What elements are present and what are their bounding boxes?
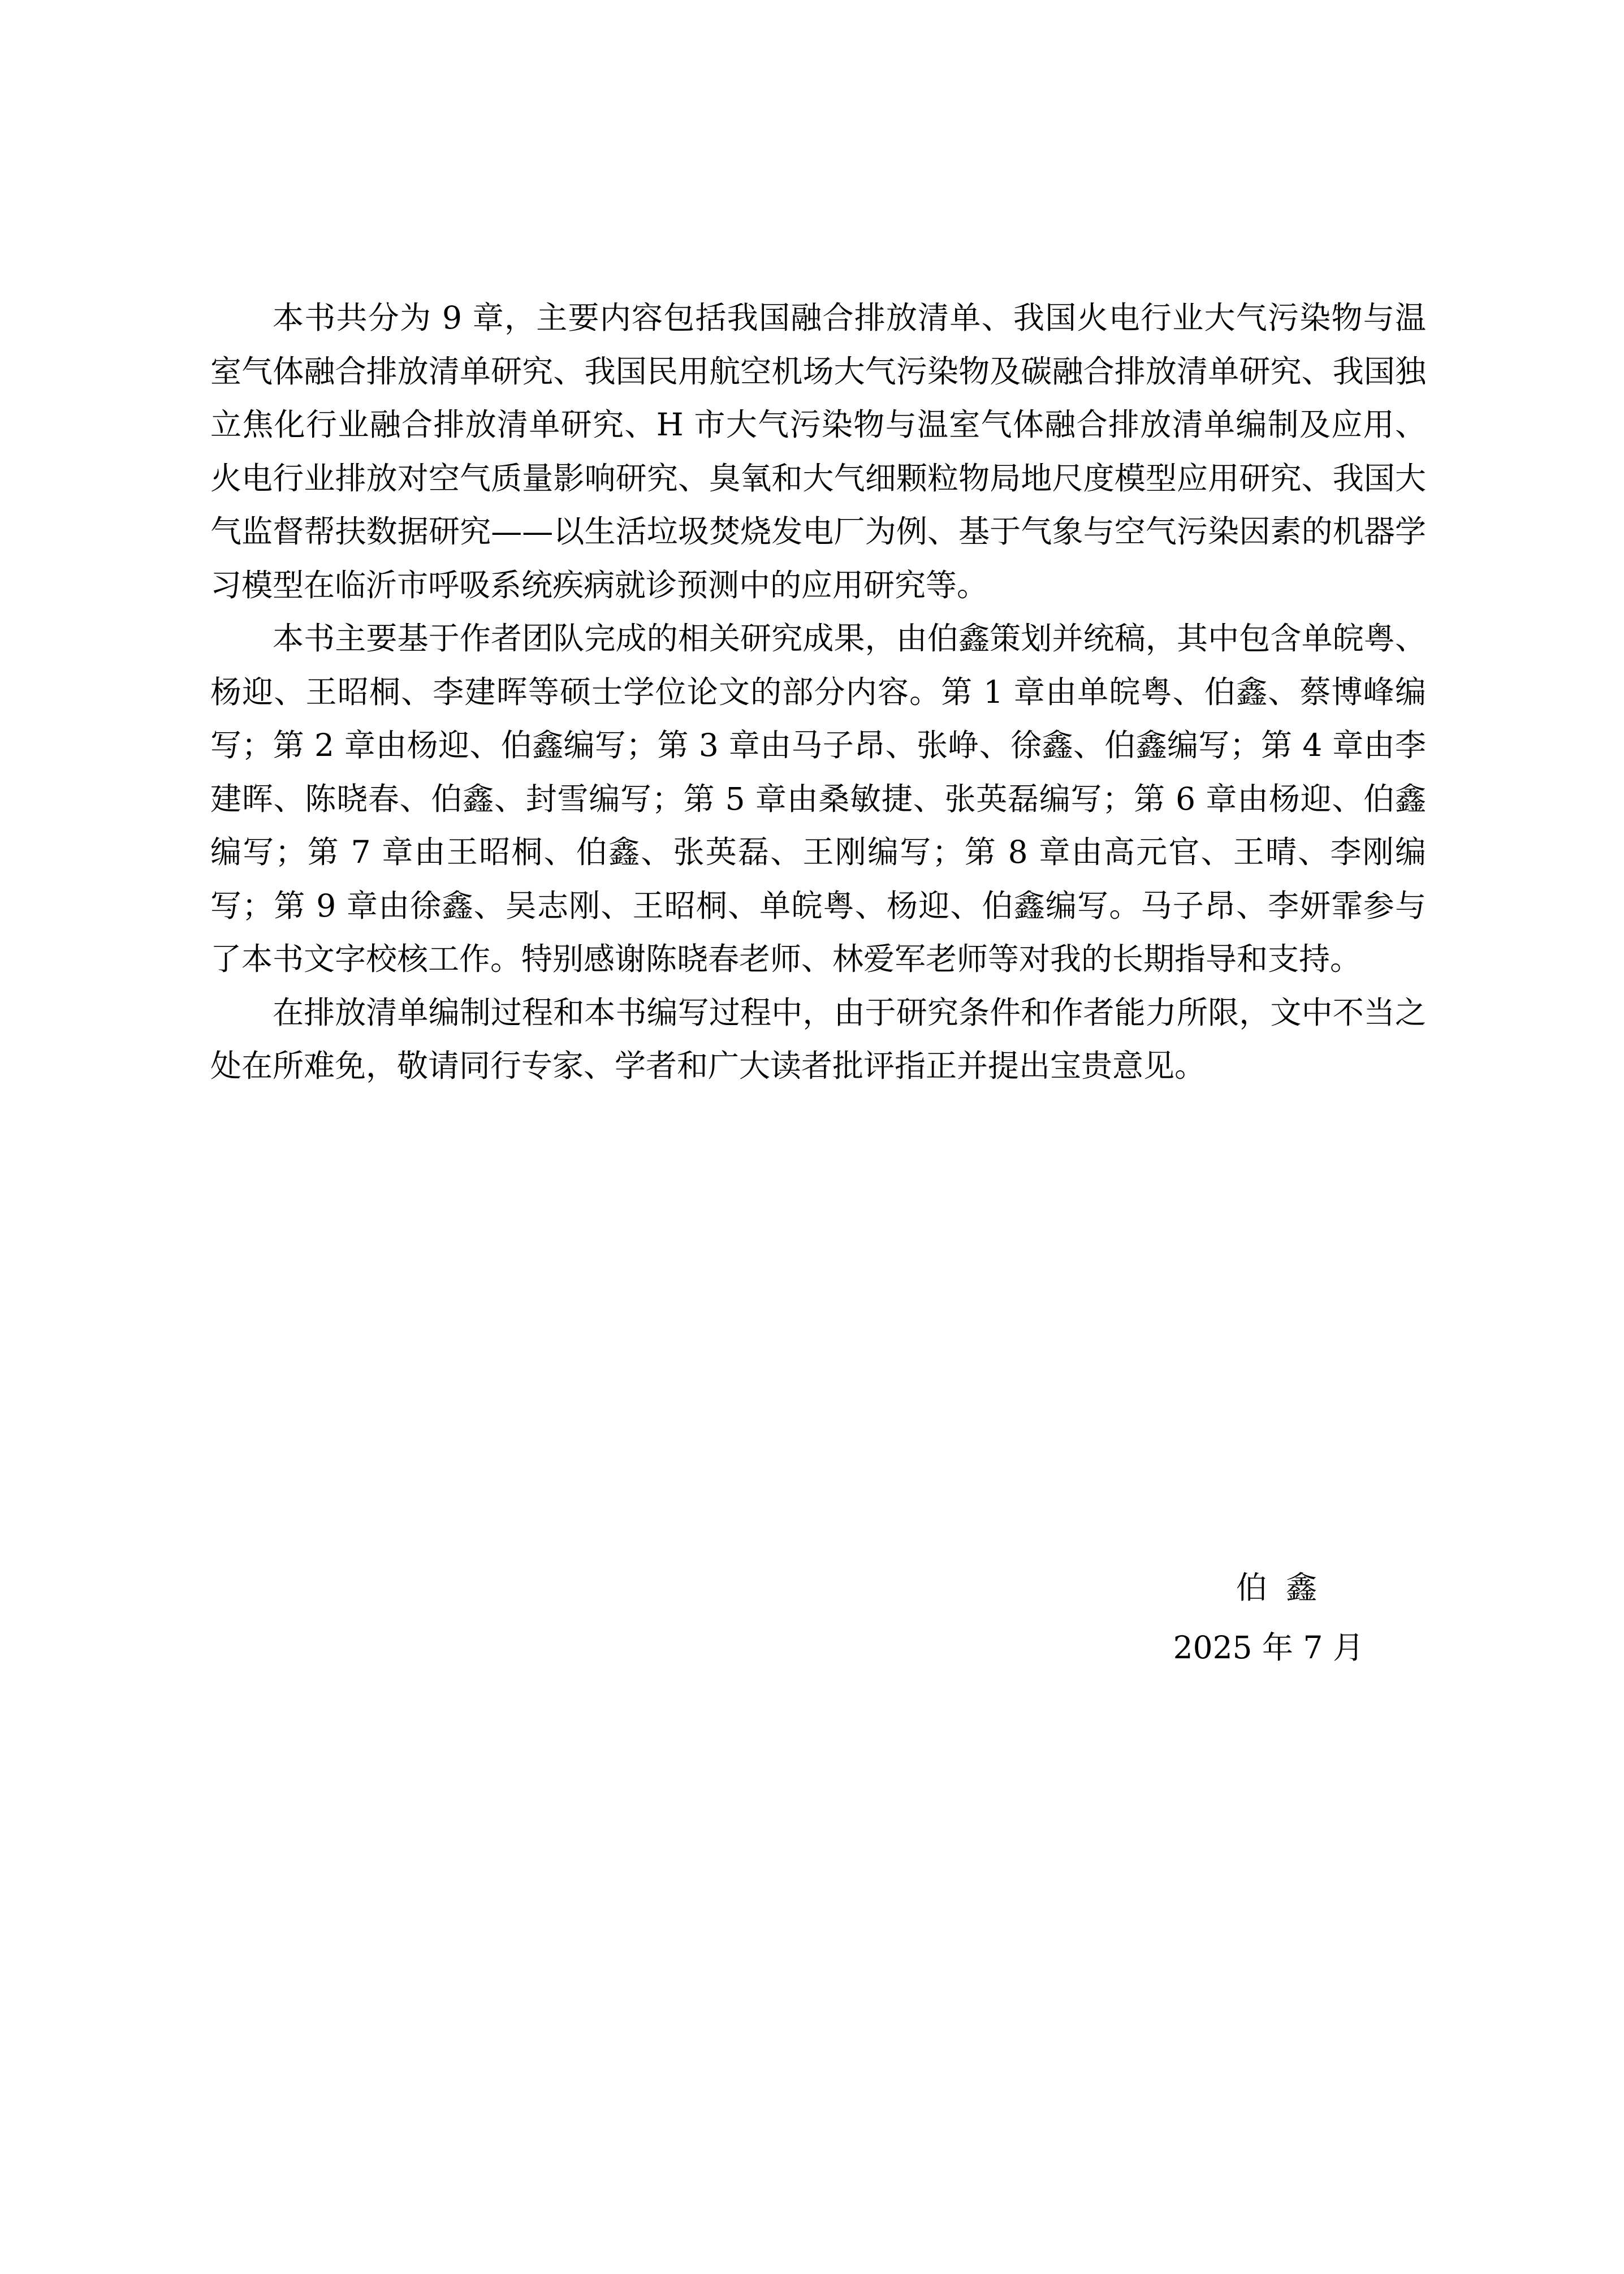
paragraph-authors-contributions: 本书主要基于作者团队完成的相关研究成果，由伯鑫策划并统稿，其中包含单皖粤、杨迎、王昭桐、李建晖等硕士学位论文的部分内容。第 1 章由单皖粤、伯鑫、蔡博峰编写；第 2 章由杨迎、伯鑫编写；第 3 章由马子昂、张峥、徐鑫、伯鑫编写；第 4 章由李建晖、陈晓春、伯鑫、封雪编写；第 5 章由桑敏捷、张英磊编写；第 6 章由杨迎、伯鑫编写；第 7 章由王昭桐、伯鑫、张英磊、王刚编写；第 8 章由高元官、王晴、李刚编写；第 9 章由徐鑫、吴志刚、王昭桐、单皖粤、杨迎、伯鑫编写。马子昂、李妍霏参与了本书文字校核工作。特别感谢陈晓春老师、林爱军老师等对我的长期指导和支持。 (210, 620, 1426, 977)
paragraph-closing-remarks: 在排放清单编制过程和本书编写过程中，由于研究条件和作者能力所限，文中不当之处在所难免，敬请同行专家、学者和广大读者批评指正并提出宝贵意见。 (210, 994, 1426, 1084)
signature-date: 2025 年 7 月 (1173, 1629, 1364, 1666)
paragraph-chapter-overview: 本书共分为 9 章，主要内容包括我国融合排放清单、我国火电行业大气污染物与温室气体融合排放清单研究、我国民用航空机场大气污染物及碳融合排放清单研究、我国独立焦化行业融合排放清单研究、H 市大气污染物与温室气体融合排放清单编制及应用、火电行业排放对空气质量影响研究、臭氧和大气细颗粒物局地尺度模型应用研究、我国大气监督帮扶数据研究——以生活垃圾焚烧发电厂为例、基于气象与空气污染因素的机器学习模型在临沂市呼吸系统疾病就诊预测中的应用研究等。 (210, 300, 1426, 603)
author-signature: 伯鑫 (1236, 1570, 1336, 1606)
signature-block (1173, 1558, 1364, 1678)
preface-body (210, 291, 1426, 1093)
